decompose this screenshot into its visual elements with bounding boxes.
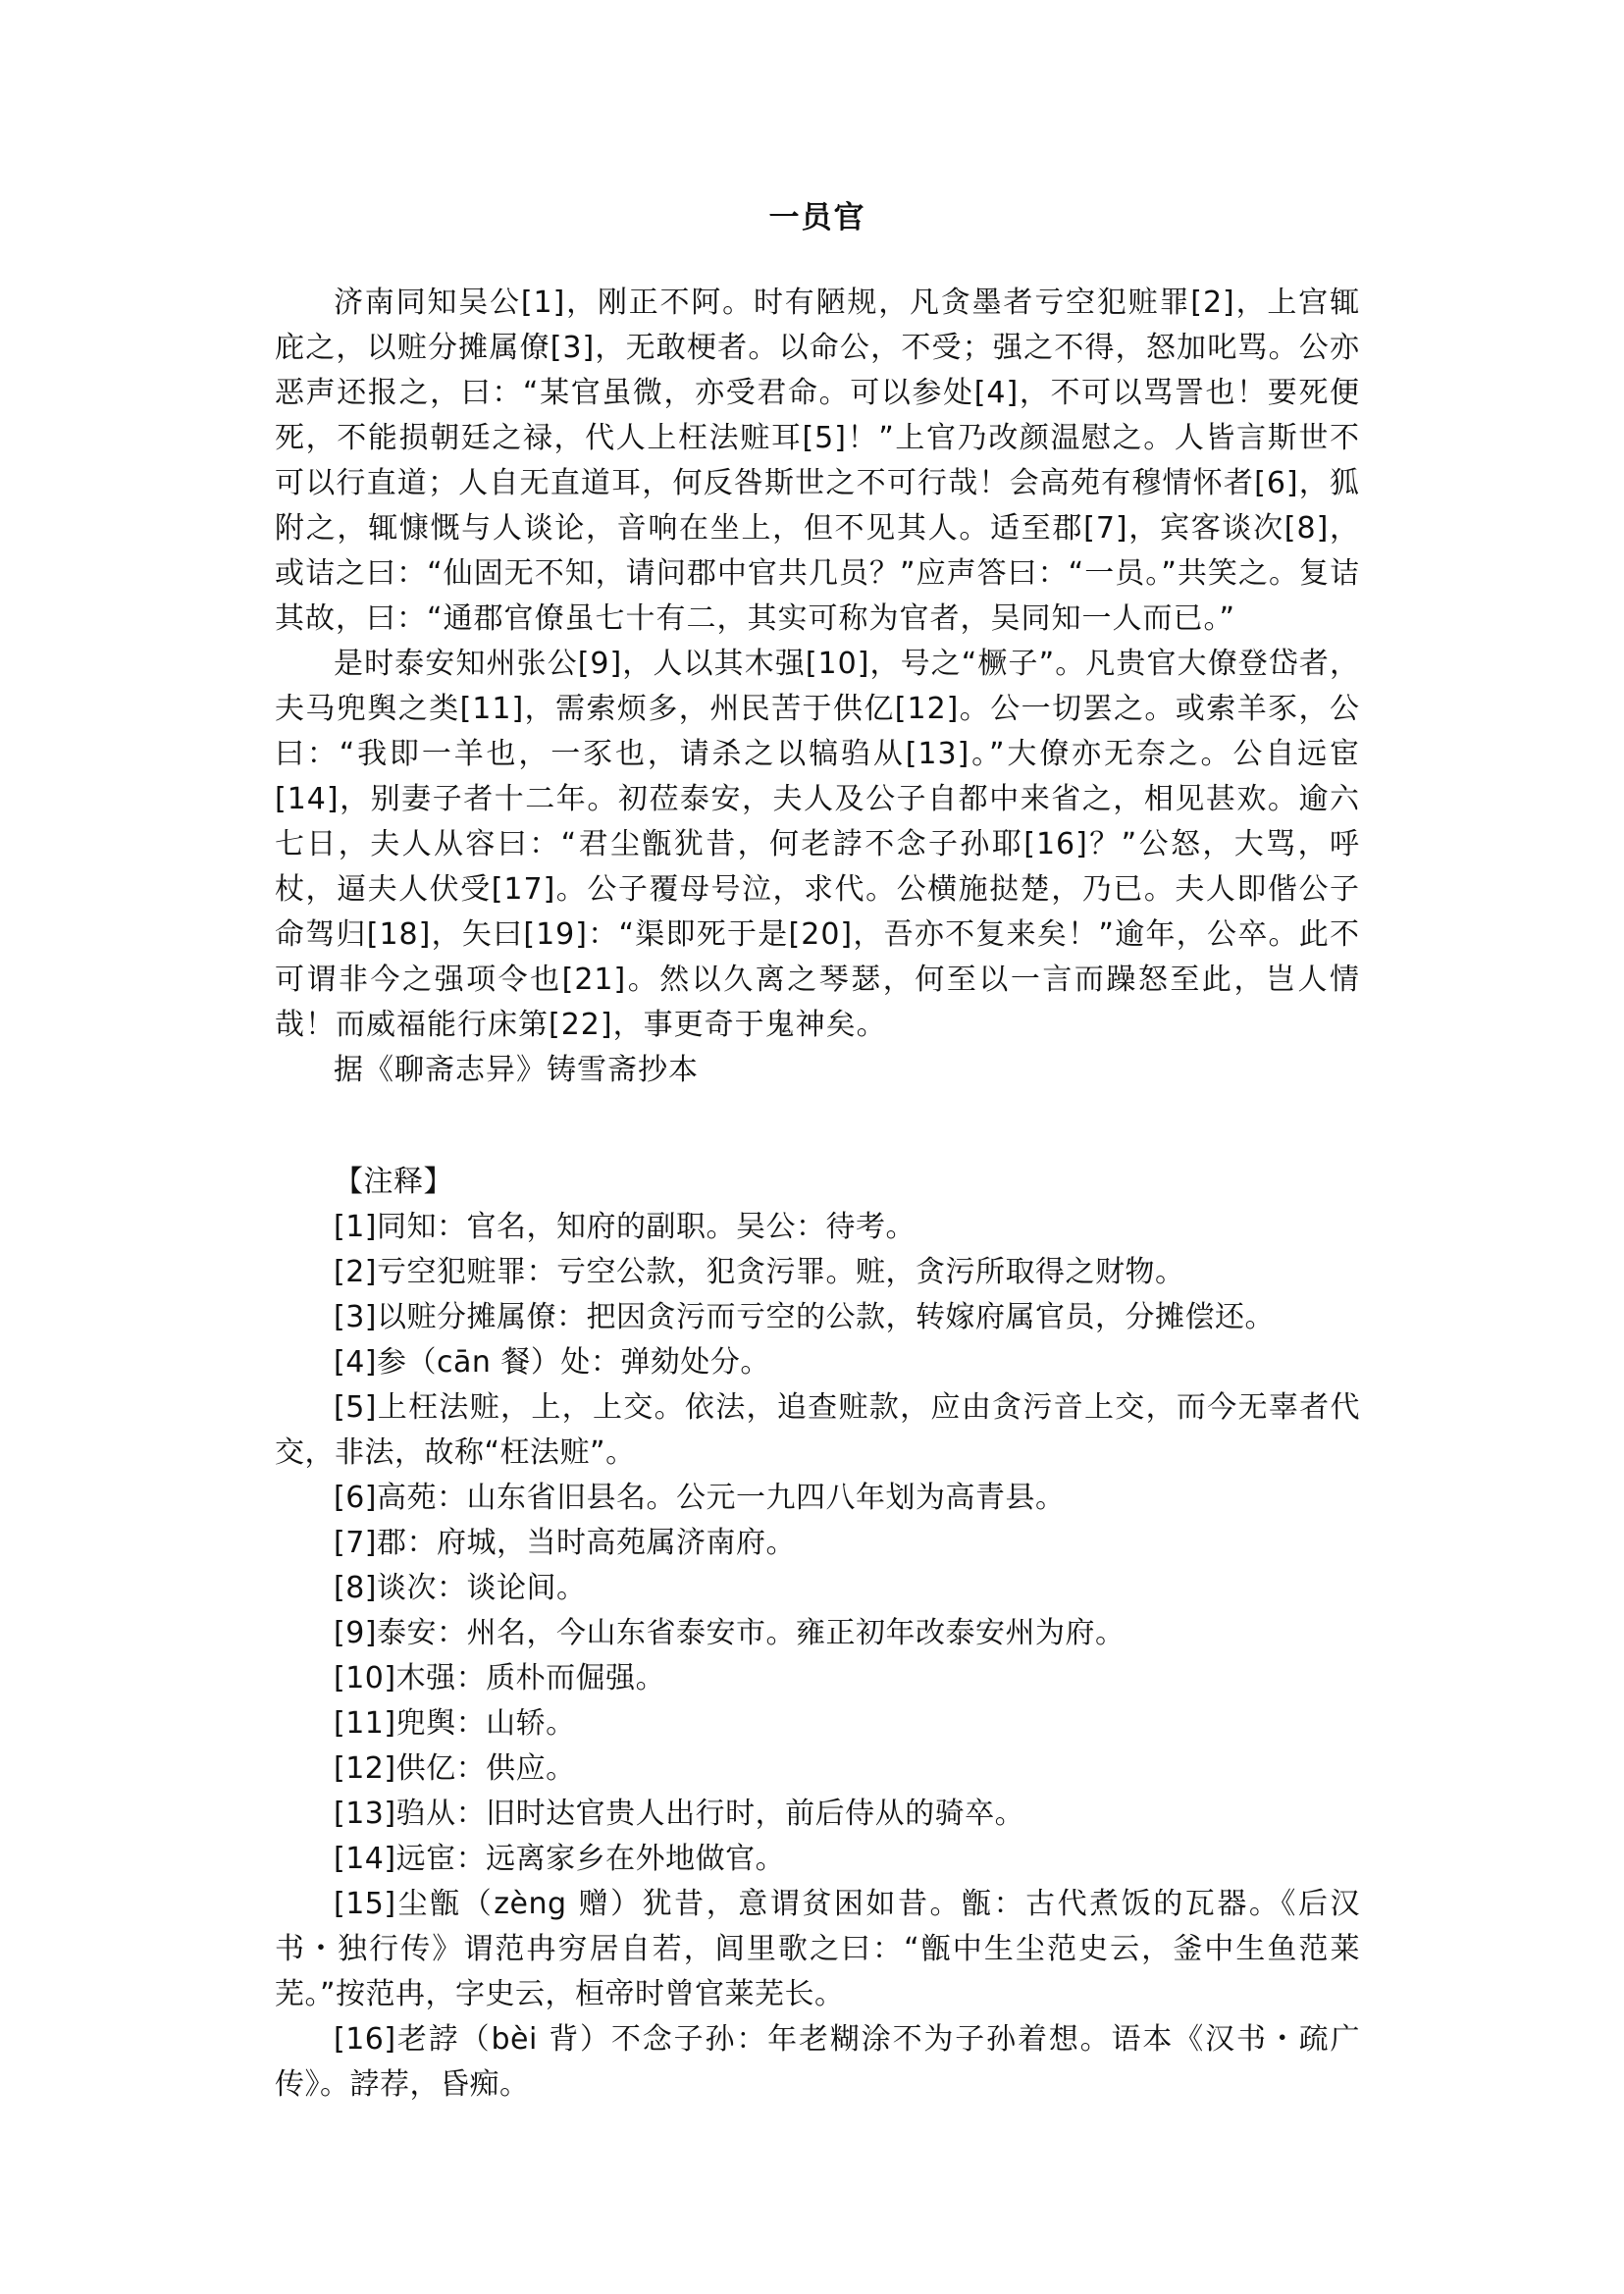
note-item: [4]参（cān 餐）处：弹劾处分。 — [334, 1345, 770, 1380]
note-item: [15]尘甑（zèng 赠）犹昔，意谓贫困如昔。甑：古代煮饭的瓦器。《后汉书・独行传》谓范冉穷居自若，闾里歌之曰：“甑中生尘范史云，釜中生鱼范莱芜。”按范冉，字史云，桓帝时曾官莱芜长。 — [275, 1887, 1360, 2011]
notes-section — [275, 1160, 1360, 2108]
body-paragraph: 是时泰安知州张公[9]，人以其木强[10]，号之“橛子”。凡贵官大僚登岱者，夫马兜舆之类[11]，需索烦多，州民苦于供亿[12]。公一切罢之。或索羊豕，公曰：“我即一羊也，一豕也，请杀之以犒驺从[13]。”大僚亦无奈之。公自远宦[14]，别妻子者十二年。初莅泰安，夫人及公子自都中来省之，相见甚欢。逾六七日，夫人从容曰：“君尘甑犹昔，何老誖不念子孙耶[16]？”公怒，大骂，呼杖，逼夫人伏受[17]。公子覆母号泣，求代。公横施挞楚，乃已。夫人即偕公子命驾归[18]，矢曰[19]：“渠即死于是[20]，吾亦不复来矣！”逾年，公卒。此不可谓非今之强项令也[21]。然以久离之琴瑟，何至以一言而躁怒至此，岂人情哉！而威福能行床第[22]，事更奇于鬼神矣。 — [275, 647, 1360, 1042]
note-item: [16]老誖（bèi 背）不念子孙：年老糊涂不为子孙着想。语本《汉书・疏广传》。誖荐，昏痴。 — [275, 2022, 1360, 2102]
note-item: [9]泰安：州名，今山东省泰安市。雍正初年改泰安州为府。 — [334, 1616, 1126, 1650]
main-text — [275, 281, 1360, 1093]
note-item: [12]供亿：供应。 — [334, 1751, 576, 1786]
note-item: [7]郡：府城，当时高苑属济南府。 — [334, 1526, 796, 1560]
note-item: [2]亏空犯赃罪：亏空公款，犯贪污罪。赃，贪污所取得之财物。 — [334, 1255, 1185, 1289]
note-item: [10]木强：质朴而倔强。 — [334, 1661, 666, 1695]
note-item: [1]同知：官名，知府的副职。吴公：待考。 — [334, 1210, 916, 1244]
note-item: [13]驺从：旧时达官贵人出行时，前后侍从的骑卒。 — [334, 1797, 1025, 1831]
notes-heading: 【注释】 — [334, 1165, 453, 1199]
document-page — [275, 196, 1360, 2108]
note-item: [11]兜舆：山轿。 — [334, 1706, 576, 1741]
note-item: [3]以赃分摊属僚：把因贪污而亏空的公款，转嫁府属官员，分摊偿还。 — [334, 1300, 1275, 1334]
note-item: [5]上枉法赃，上，上交。依法，追查赃款，应由贪污音上交，而今无辜者代交，非法，故称“枉法赃”。 — [275, 1390, 1360, 1470]
note-item: [6]高苑：山东省旧县名。公元一九四八年划为高青县。 — [334, 1481, 1066, 1515]
note-item: [8]谈次：谈论间。 — [334, 1571, 587, 1605]
page-title: 一员官 — [768, 200, 866, 235]
body-paragraph: 济南同知吴公[1]，刚正不阿。时有陋规，凡贪墨者亏空犯赃罪[2]，上宫辄庇之，以赃分摊属僚[3]，无敢梗者。以命公，不受；强之不得，怒加叱骂。公亦恶声还报之，曰：“某官虽微，亦受君命。可以参处[4]，不可以骂詈也！要死便死，不能损朝廷之禄，代人上枉法赃耳[5]！”上官乃改颜温慰之。人皆言斯世不可以行直道；人自无直道耳，何反咎斯世之不可行哉！会高苑有穆情怀者[6]，狐附之，辄慷慨与人谈论，音响在坐上，但不见其人。适至郡[7]，宾客谈次[8]，或诘之曰：“仙固无不知，请问郡中官共几员？”应声答曰：“一员。”共笑之。复诘其故，曰：“通郡官僚虽七十有二，其实可称为官者，吴同知一人而已。” — [275, 286, 1360, 636]
source-citation: 据《聊斋志异》铸雪斋抄本 — [334, 1053, 699, 1087]
note-item: [14]远宦：远离家乡在外地做官。 — [334, 1842, 786, 1876]
